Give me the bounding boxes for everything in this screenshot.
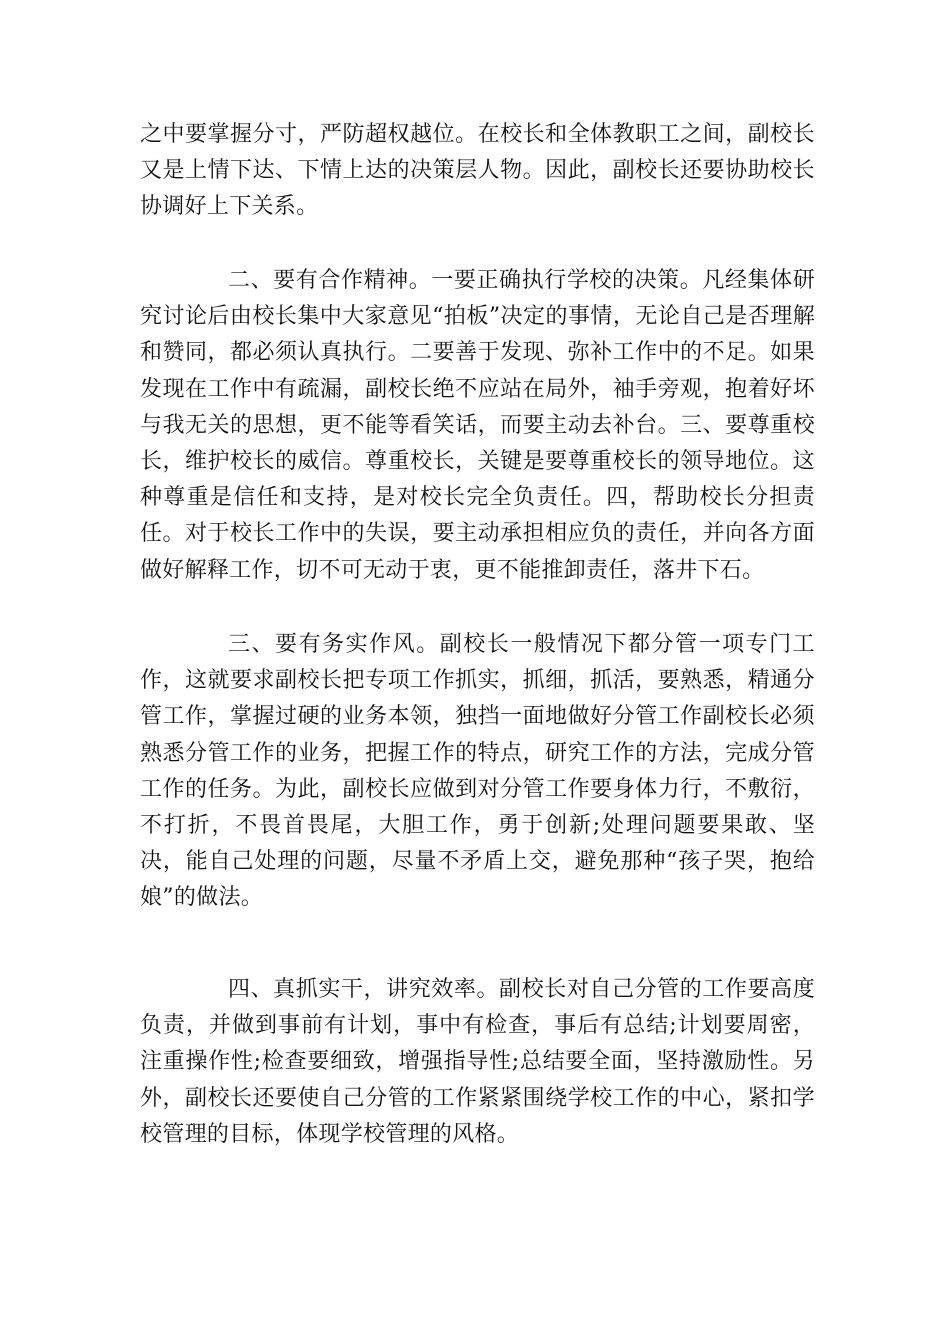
paragraph-practical-style: 三、要有务实作风。副校长一般情况下都分管一项专门工作，这就要求副校长把专项工作抓实，抓细，抓活，要熟悉，精通分管工作，掌握过硬的业务本领，独挡一面地做好分管工作副校长必须熟悉分管工作的业务，把握工作的特点，研究工作的方法，完成分管工作的任务。为此，副校长应做到对分管工作要身体力行，不敷衍，不打折，不畏首畏尾，大胆工作，勇于创新;处理问题要果敢、坚决，能自己处理的问题，尽量不矛盾上交，避免那种“孩子哭，抱给娘”的做法。 (140, 632, 815, 911)
paragraph-efficiency: 四、真抓实干，讲究效率。副校长对自己分管的工作要高度负责，并做到事前有计划，事中有检查，事后有总结;计划要周密，注重操作性;检查要细致，增强指导性;总结要全面，坚持激励性。另外，副校长还要使自己分管的工作紧紧围绕学校工作的中心，紧扣学校管理的目标，体现学校管理的风格。 (140, 977, 815, 1147)
paragraph-continuation: 之中要掌握分寸，严防超权越位。在校长和全体教职工之间，副校长又是上情下达、下情上达的决策层人物。因此，副校长还要协助校长协调好上下关系。 (140, 122, 815, 220)
paragraph-cooperation-spirit: 二、要有合作精神。一要正确执行学校的决策。凡经集体研究讨论后由校长集中大家意见“拍板”决定的事情，无论自己是否理解和赞同，都必须认真执行。二要善于发现、弥补工作中的不足。如果发现在工作中有疏漏，副校长绝不应站在局外，袖手旁观，抱着好坏与我无关的思想，更不能等看笑话，而要主动去补台。三、要尊重校长，维护校长的威信。尊重校长，关键是要尊重校长的领导地位。这种尊重是信任和支持，是对校长完全负责任。四，帮助校长分担责任。对于校长工作中的失误，要主动承担相应负的责任，并向各方面做好解释工作，切不可无动于衷，更不能推卸责任，落井下石。 (140, 268, 815, 583)
